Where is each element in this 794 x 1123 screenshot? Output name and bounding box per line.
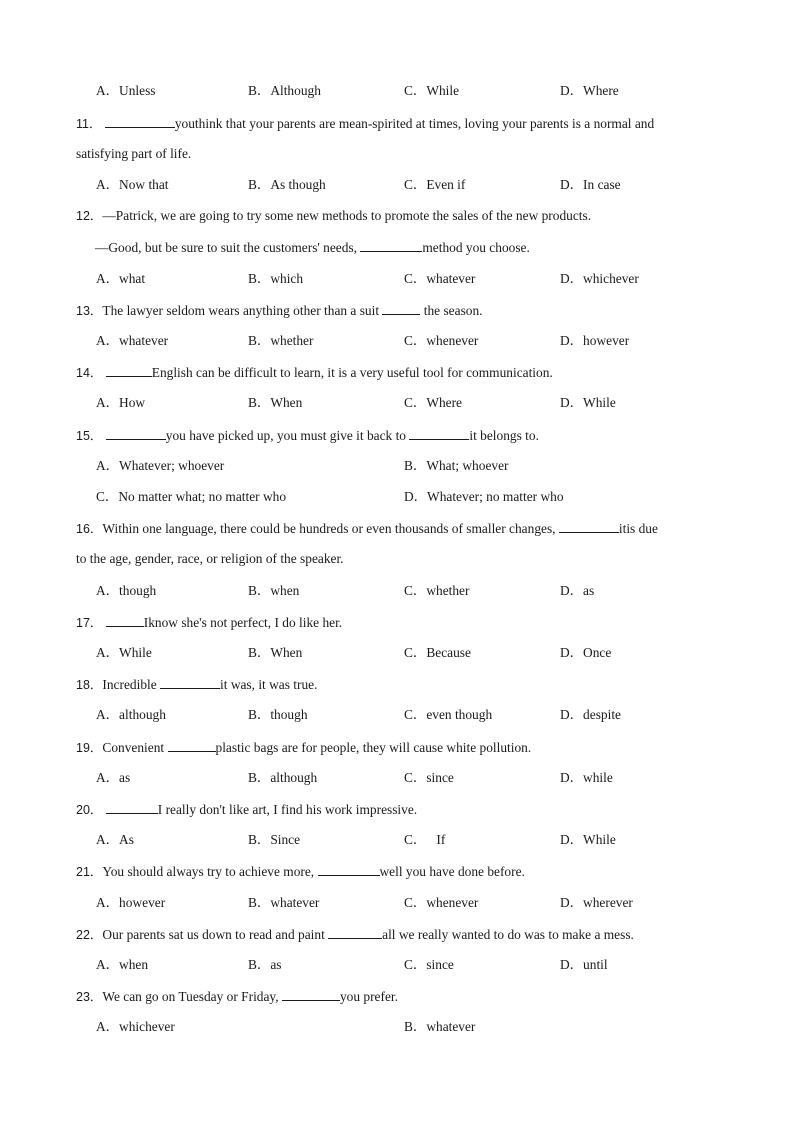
option-b: B．when [248,583,300,598]
question-text: you have picked up, you must give it back to [165,428,410,443]
option-c: C．whatever [404,271,476,286]
q15-options-row1 [0,456,794,476]
q20-options [0,830,794,850]
option-a: A．when [96,957,149,972]
question-text: Incredible [102,677,161,692]
option-a: A．however [96,895,166,910]
answer-blank [106,612,144,627]
q13-options [0,331,794,351]
question-21 [0,861,794,881]
question-text: plastic bags are for people, they will cause white pollution. [215,740,532,755]
option-b: B．although [248,770,318,785]
question-number: 13． [76,304,103,318]
q18-options [0,705,794,725]
q14-options [0,393,794,413]
question-text: method you choose. [422,240,530,255]
question-number: 14． [76,366,103,380]
q12-options [0,269,794,289]
question-number: 12． [76,209,103,223]
answer-blank [105,113,175,128]
option-b: B．which [248,271,304,286]
question-text: You should always try to achieve more, [102,864,318,879]
option-a: A．How [96,395,146,410]
option-d: D．While [560,395,616,410]
option-c: C．since [404,957,454,972]
question-number: 22． [76,928,103,942]
option-d: D．whichever [560,271,639,286]
question-number: 19． [76,741,103,755]
option-d: D．wherever [560,895,633,910]
option-d: D．until [560,957,608,972]
question-text: We can go on Tuesday or Friday, [102,989,282,1004]
question-20 [0,799,794,819]
question-text: I really don't like art, I find his work impressive. [157,802,418,817]
option-c: C．Even if [404,177,466,192]
question-14 [0,362,794,382]
question-text: to the age, gender, race, or religion of the speaker. [76,551,344,566]
question-text: satisfying part of life. [76,146,192,161]
question-18 [0,674,794,694]
answer-blank [328,924,382,939]
question-16-continued [0,549,794,569]
option-a: A．Now that [96,177,169,192]
option-b: B．Although [248,83,321,98]
question-text: Our parents sat us down to read and paint [102,927,329,942]
question-17 [0,612,794,632]
answer-blank [559,518,619,533]
option-a: A．as [96,770,131,785]
question-number: 15． [76,429,103,443]
question-12 [0,206,794,226]
option-d: D．Once [560,645,612,660]
option-a: A．what [96,271,146,286]
option-a: A．although [96,707,166,722]
question-text: youthink that your parents are mean-spirited at times, loving your parents is a normal and [174,116,655,131]
question-number: 17． [76,616,103,630]
question-text: itis due [618,521,658,536]
question-19 [0,737,794,757]
question-text: Within one language, there could be hundreds or even thousands of smaller changes, [102,521,559,536]
question-11 [0,113,794,133]
question-text: the season. [420,303,483,318]
question-text: English can be difficult to learn, it is a very useful tool for communication. [151,365,553,380]
question-number: 16． [76,522,103,536]
option-b: B．as [248,957,282,972]
question-15 [0,425,794,445]
question-12-reply [0,237,794,257]
option-c: C．Because [404,645,471,660]
question-text: it was, it was true. [220,677,318,692]
option-c: C．whenever [404,895,479,910]
option-c: C．even though [404,707,493,722]
question-number: 11． [76,117,102,131]
answer-blank [318,861,380,876]
option-d: D．despite [560,707,621,722]
answer-blank [106,362,152,377]
option-d: D．Whatever; no matter who [404,489,564,504]
option-c: C．No matter what; no matter who [96,489,287,504]
option-b: B．What; whoever [404,458,509,473]
question-22 [0,924,794,944]
option-a: A．whatever [96,333,169,348]
answer-blank [106,425,166,440]
option-c: C．whether [404,583,470,598]
answer-blank [160,674,220,689]
option-a: A．As [96,832,134,847]
option-c: C．whenever [404,333,479,348]
q11-options [0,175,794,195]
option-b: B．whatever [404,1019,476,1034]
option-a: A．whichever [96,1019,175,1034]
question-13 [0,300,794,320]
question-text: well you have done before. [379,864,525,879]
question-11-continued [0,144,794,164]
answer-blank [409,425,469,440]
option-d: D．While [560,832,616,847]
question-text: —Good, but be sure to suit the customers' needs, [95,240,361,255]
answer-blank [382,300,420,315]
q19-options [0,768,794,788]
question-text: —Patrick, we are going to try some new methods to promote the sales of the new products. [102,208,592,223]
option-b: B．Since [248,832,301,847]
q21-options [0,893,794,913]
question-text: Iknow she's not perfect, I do like her. [143,615,343,630]
option-b: B．When [248,395,303,410]
q17-options [0,643,794,663]
q22-options [0,955,794,975]
question-23 [0,986,794,1006]
option-a: A．Unless [96,83,156,98]
question-number: 18． [76,678,103,692]
question-text: The lawyer seldom wears anything other than a suit [102,303,383,318]
answer-blank [282,986,340,1001]
option-a: A．though [96,583,157,598]
question-number: 21． [76,865,103,879]
option-b: B．As though [248,177,326,192]
answer-blank [360,237,422,252]
option-d: D．Where [560,83,619,98]
option-d: D．however [560,333,630,348]
option-c: C．Where [404,395,463,410]
q15-options-row2 [0,487,794,507]
option-d: D．as [560,583,595,598]
answer-blank [168,737,216,752]
option-a: A．While [96,645,152,660]
option-b: B．whether [248,333,314,348]
question-text: it belongs to. [469,428,539,443]
q10-options [0,81,794,101]
question-text: you prefer. [339,989,398,1004]
option-d: D．In case [560,177,621,192]
q23-options [0,1017,794,1037]
option-d: D．while [560,770,613,785]
option-b: B．whatever [248,895,320,910]
option-a: A．Whatever; whoever [96,458,225,473]
question-16 [0,518,794,538]
answer-blank [106,799,158,814]
question-text: all we really wanted to do was to make a mess. [382,927,634,942]
question-number: 23． [76,990,103,1004]
option-b: B．though [248,707,308,722]
option-b: B．When [248,645,303,660]
q16-options [0,581,794,601]
option-c: C． If [404,832,446,847]
question-text: Convenient [102,740,168,755]
question-number: 20． [76,803,103,817]
option-c: C．While [404,83,460,98]
option-c: C．since [404,770,454,785]
